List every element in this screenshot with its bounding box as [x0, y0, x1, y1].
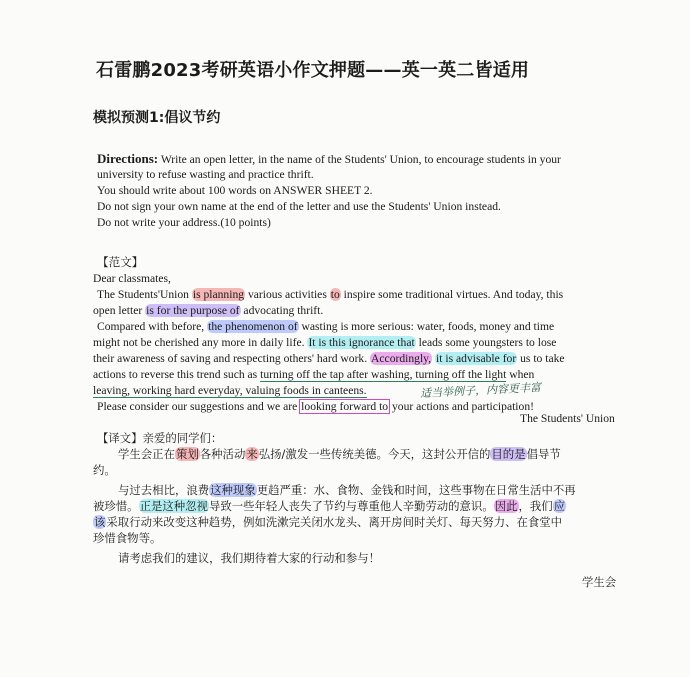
model-line-5: their awareness of saving and respecting others' hard work. Accordingly, it is advisable for us to take [93, 352, 565, 365]
section-subtitle: 模拟预测1:倡议节约 [93, 110, 221, 126]
highlight-for-the-purpose-of: is for the purpose of [146, 304, 240, 317]
highlight-it-is-advisable-for: it is advisable for [436, 352, 517, 365]
model-line-7 [93, 384, 367, 398]
highlight-is-planning: is planning [192, 288, 245, 301]
translation-line-1: 学生会正在策划各种活动来弘扬/激发一些传统美德。今天，这封公开信的目的是倡导节 [118, 447, 561, 461]
model-line-3: Compared with before, the phenomenon of wasting is more serious: water, foods, money and time [97, 320, 555, 333]
directions-line-4: Do not sign your own name at the end of the letter and use the Students' Union instead. [97, 200, 501, 213]
underline-examples: turning off the tap after washing, turning off the light [260, 368, 507, 381]
highlight-cn-should-1: 应 [553, 499, 566, 513]
highlight-cn-planning: 策划 [175, 447, 199, 461]
model-line-2: open letter is for the purpose of advocating thrift. [93, 304, 324, 317]
highlight-cn-purpose: 目的是 [491, 447, 526, 461]
translation-header [97, 430, 222, 446]
highlight-accordingly: Accordingly, [371, 352, 432, 365]
highlight-to: to [330, 288, 340, 301]
translation-label: 【译文】 [97, 431, 143, 445]
highlight-the-phenomenon-of: the phenomenon of [208, 320, 298, 333]
highlight-cn-therefore: 因此 [494, 499, 518, 513]
directions-label: Directions: [97, 151, 159, 166]
translation-line-3: 与过去相比，浪费这种现象更趋严重：水、食物、金钱和时间，这些事物在日常生活中不再 [118, 483, 576, 497]
translation-line-4: 被珍惜。正是这种忽视导致一些年轻人丧失了节约与尊重他人辛勤劳动的意识。因此，我们应 [93, 499, 566, 513]
directions-line-1 [97, 152, 561, 167]
model-salutation: Dear classmates, [93, 272, 171, 285]
highlight-it-is-this-ignorance: It is this ignorance that [308, 336, 415, 349]
model-signature: The Students' Union [520, 412, 615, 425]
highlight-cn-should-2: 该 [94, 515, 106, 529]
translation-line-7: 请考虑我们的建议，我们期待着大家的行动和参与！ [118, 551, 380, 565]
model-line-8: Please consider our suggestions and we are looking forward to your actions and participation! [97, 400, 534, 413]
translation-line-2: 约。 [93, 463, 116, 477]
highlight-cn-to: 来 [246, 447, 258, 461]
handwritten-note: 适当举例子，内容更丰富 [419, 380, 542, 401]
model-line-4: might not be cherished any more in daily life. It is this ignorance that leads some youngsters to lose [93, 336, 557, 349]
model-label: 【范文】 [97, 256, 144, 269]
document-title: 石雷鹏2023考研英语小作文押题——英一英二皆适用 [96, 60, 530, 81]
directions-text-1: Write an open letter, in the name of the Students' Union, to encourage students in your [158, 153, 561, 166]
directions-line-3: You should write about 100 words on ANSWER SHEET 2. [97, 184, 373, 197]
model-line-6: actions to reverse this trend such as turning off the tap after washing, turning off the light when [93, 368, 535, 381]
translation-greeting: 亲爱的同学们： [142, 431, 223, 445]
highlight-cn-phenomenon: 这种现象 [210, 483, 256, 497]
translation-line-5: 该采取行动来改变这种趋势，例如洗漱完关闭水龙头、离开房间时关灯、每天努力、在食堂中 [94, 515, 563, 529]
translation-line-6: 珍惜食物等。 [93, 531, 162, 545]
directions-line-5: Do not write your address.(10 points) [97, 216, 271, 229]
translation-signature: 学生会 [582, 575, 617, 589]
underline-examples-2: leaving, working hard everyday, valuing foods in canteens. [93, 384, 367, 397]
highlight-cn-ignorance: 正是这种忽视 [139, 499, 208, 513]
model-line-1: The Students'Union is planning various activities to inspire some traditional virtues. And today, this [97, 288, 564, 301]
directions-line-2: university to refuse wasting and practice thrift. [97, 168, 314, 181]
boxed-looking-forward-to: looking forward to [301, 400, 389, 413]
